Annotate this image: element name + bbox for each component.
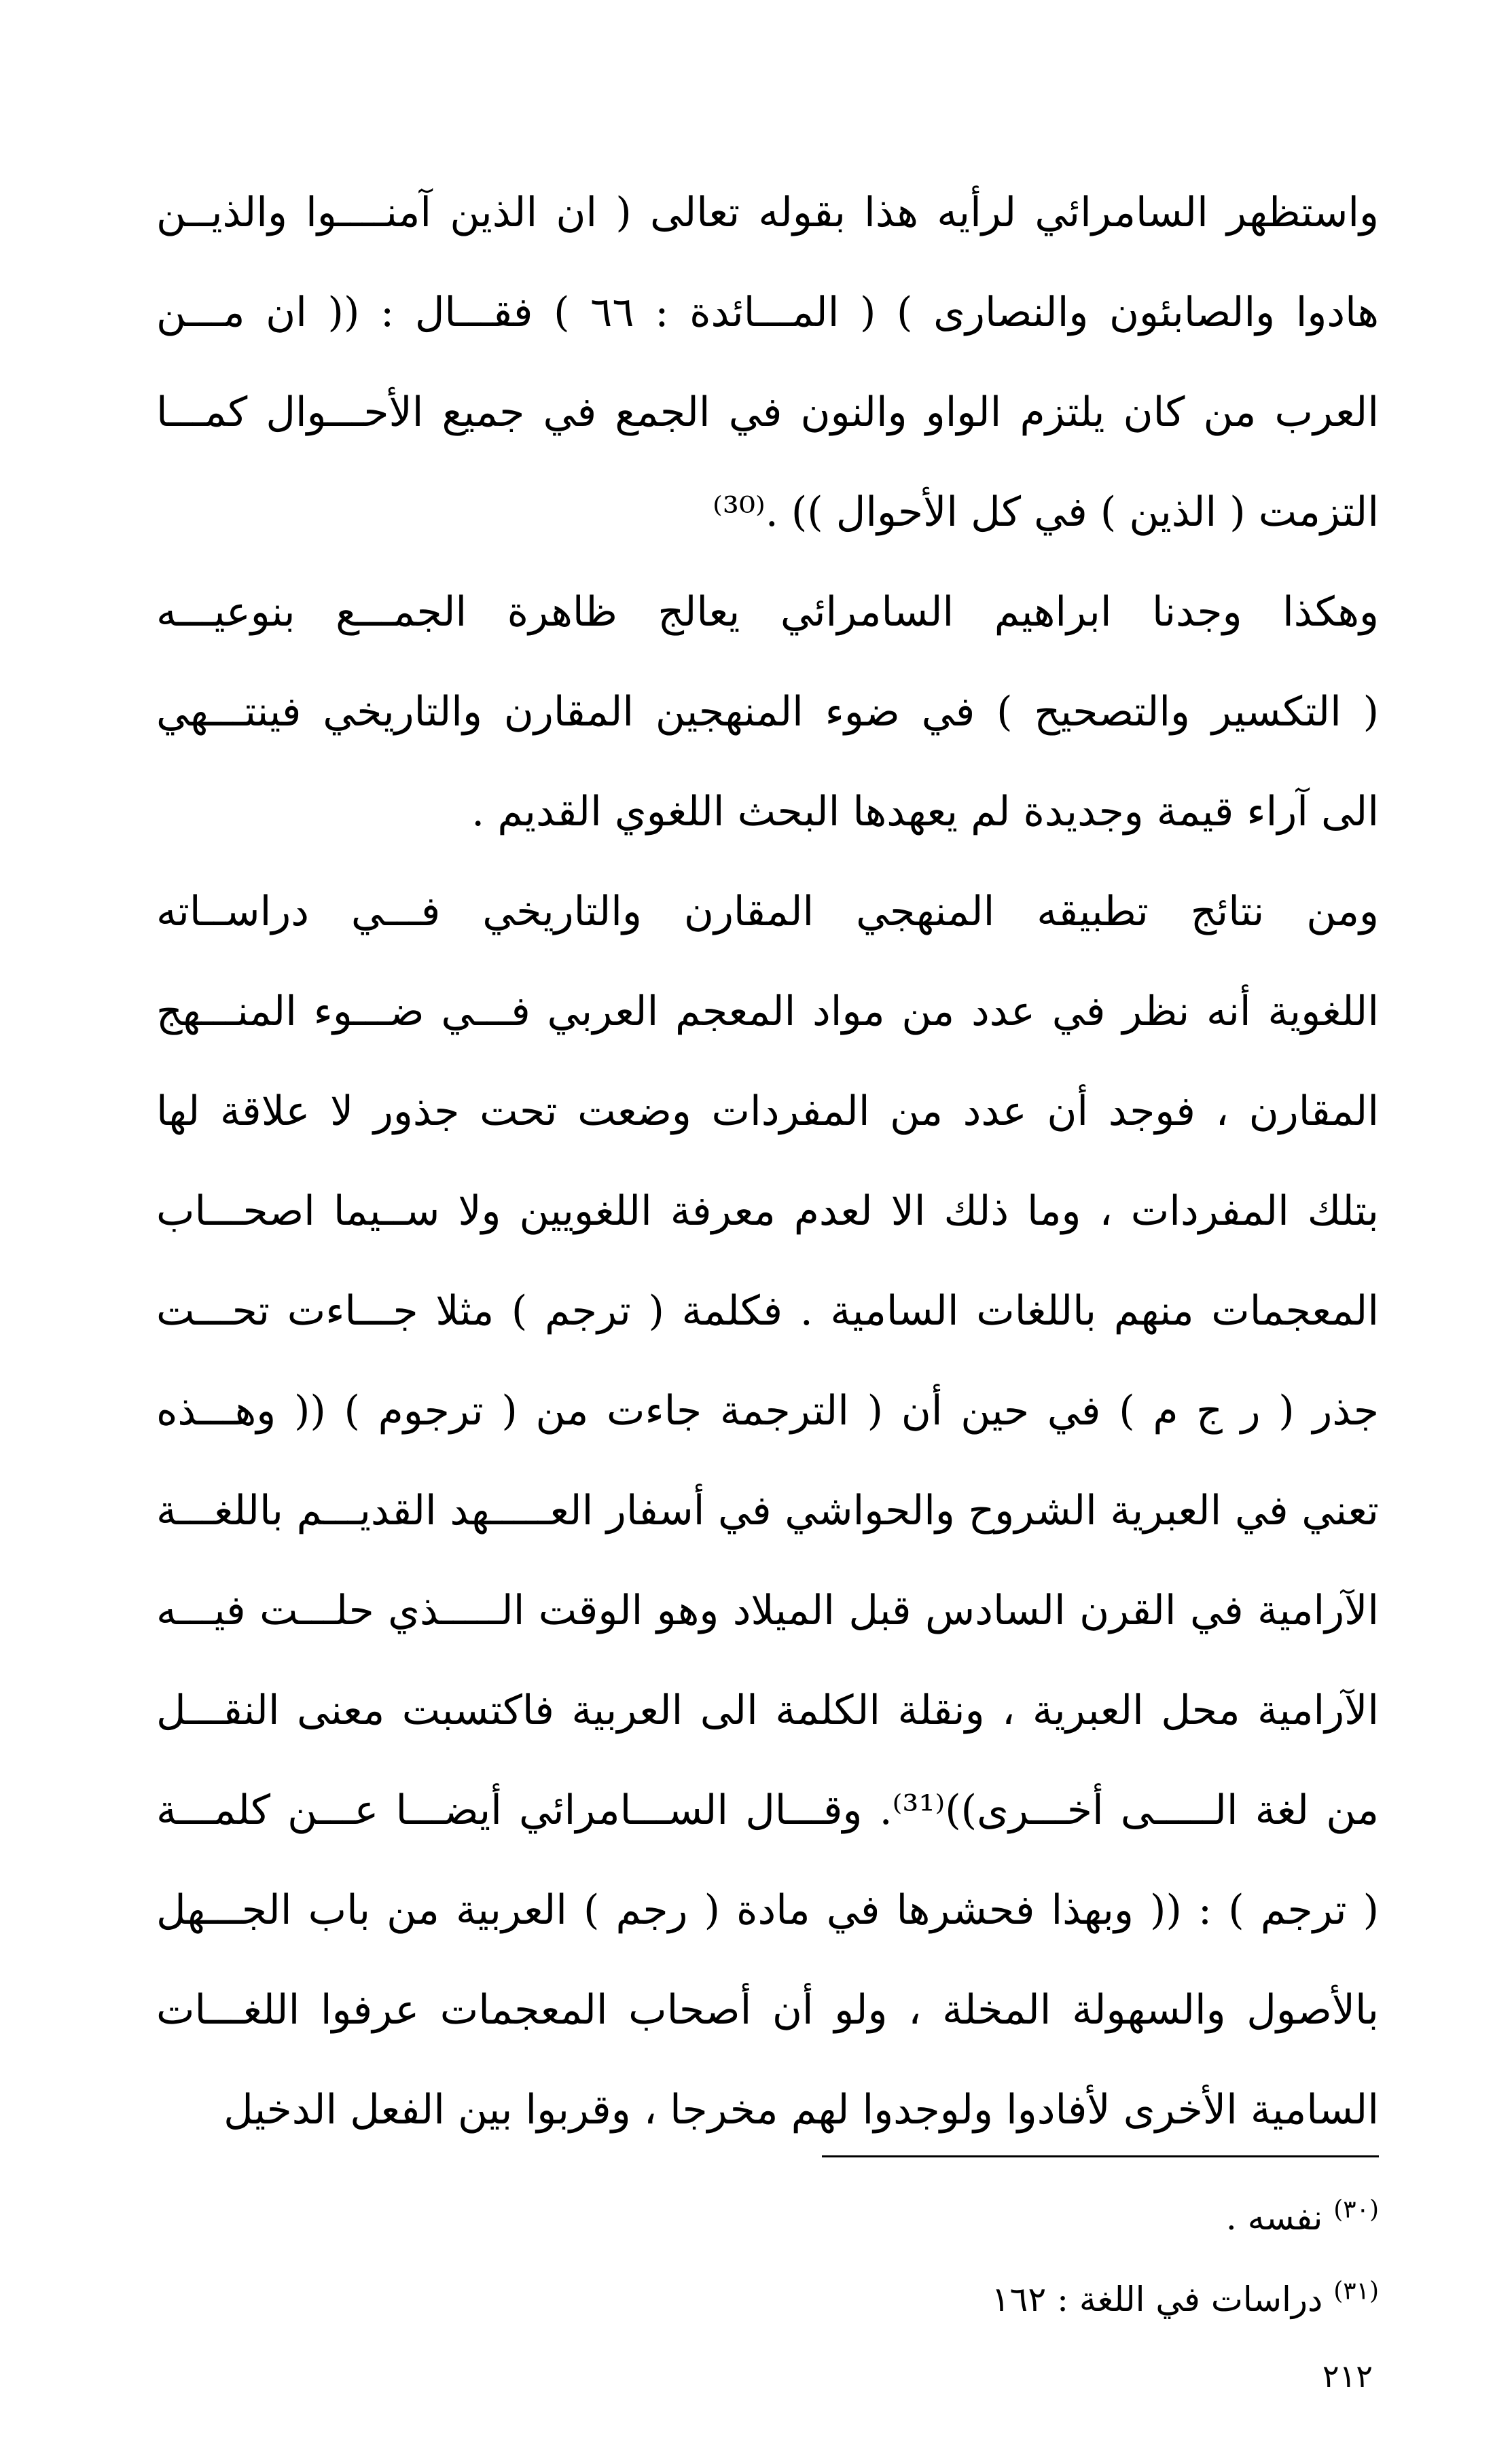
text-line: المعجمات منهم باللغات السامية . فكلمة ( ترجم ) مثلا جـــاءت تحـــت [156, 1287, 1379, 1335]
footnote-marker: (٣٠) [1333, 2195, 1379, 2224]
text-line: العرب من كان يلتزم الواو والنون في الجمع في جميع الأحـــوال كمـــا [156, 389, 1379, 436]
footnote-30 [1226, 2194, 1379, 2242]
text-line: ( ترجم ) : (( وبهذا فحشرها في مادة ( رجم ) العربية من باب الجـــهل [156, 1886, 1379, 1934]
text-line: تعني في العبرية الشروح والحواشي في أسفار العـــــهد القديـــم باللغـــة [156, 1487, 1379, 1535]
text-line: جذر ( ر ج م ) في حين أن ( الترجمة جاءت من ( ترجوم ) (( وهـــذه [156, 1387, 1379, 1435]
text-line: بتلك المفردات ، وما ذلك الا لعدم معرفة اللغويين ولا ســيما اصحـــاب [156, 1187, 1379, 1235]
footnote-text: دراسات في اللغة : ١٦٢ [991, 2280, 1323, 2319]
text-line: السامية الأخرى لأفادوا ولوجدوا لهم مخرجا ، وقربوا بين الفعل الدخيل [223, 2086, 1379, 2134]
page-number: ٢١٢ [1322, 2358, 1373, 2394]
text-line: ومن نتائج تطبيقه المنهجي المقارن والتاريخي فـــي دراســاته [156, 888, 1379, 935]
body-text [156, 163, 1379, 2160]
footnote-marker: (٣١) [1333, 2277, 1379, 2306]
text-line: ( التكسير والتصحيح ) في ضوء المنهجين المقارن والتاريخي فينتـــهي [156, 688, 1379, 736]
text-line: المقارن ، فوجد أن عدد من المفردات وضعت تحت جذور لا علاقة لها [156, 1088, 1379, 1135]
footnote-31 [992, 2276, 1379, 2323]
text-line: هادوا والصابئون والنصارى ) ( المـــائدة : ٦٦ ) فقـــال : (( ان مـــن [156, 289, 1379, 336]
text-line: الآرامية محل العبرية ، ونقلة الكلمة الى العربية فاكتسبت معنى النقـــل [156, 1687, 1379, 1734]
text-line: اللغوية أنه نظر في عدد من مواد المعجم العربي فـــي ضـــوء المنـــهج [156, 988, 1379, 1035]
text-line: من لغة الـــــى أخـــرى))⁽³¹⁾. وقـــال الســـامرائي أيضـــا عـــن كلمـــة [156, 1787, 1379, 1834]
footnote-text: نفسه . [1225, 2198, 1323, 2238]
text-line: وهكذا وجدنا ابراهيم السامرائي يعالج ظاهرة الجمـــع بنوعيـــه [156, 588, 1379, 636]
text-line: الى آراء قيمة وجديدة لم يعهدها البحث اللغوي القديم . [471, 788, 1379, 836]
footnote-divider [822, 2155, 1379, 2157]
text-line: واستظهر السامرائي لرأيه هذا بقوله تعالى ( ان الذين آمنــــوا والذيــن [156, 189, 1379, 236]
text-line: بالأصول والسهولة المخلة ، ولو أن أصحاب المعجمات عرفوا اللغـــات [156, 1986, 1379, 2034]
text-line: التزمت ( الذين ) في كل الأحوال )) .⁽³⁰⁾ [713, 488, 1379, 536]
text-line: الآرامية في القرن السادس قبل الميلاد وهو الوقت الـــــذي حلـــت فيـــه [156, 1587, 1379, 1634]
